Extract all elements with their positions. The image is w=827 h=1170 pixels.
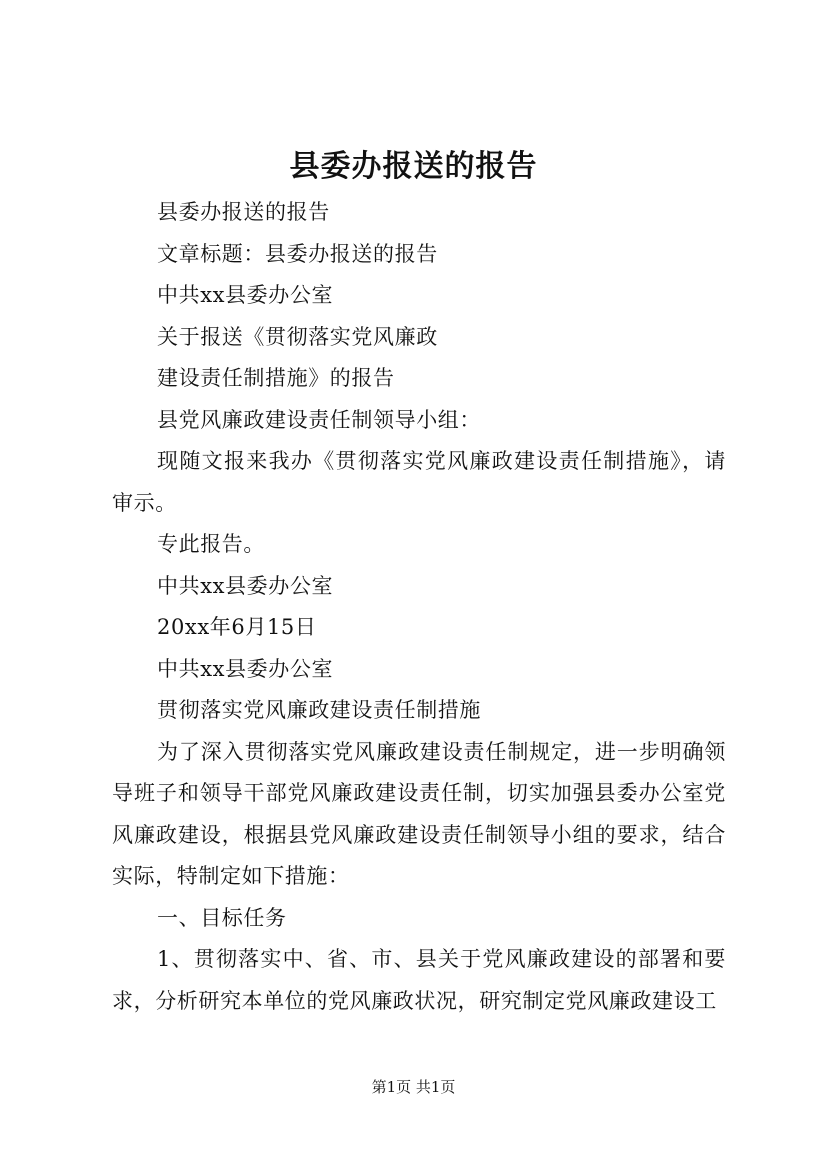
body-paragraph: 为了深入贯彻落实党风廉政建设责任制规定，进一步明确领导班子和领导干部党风廉政建设责任制，切实加强县委办公室党风廉政建设，根据县党风廉政建设责任制领导小组的要求，结合实际，特制定如下措施： (112, 739, 726, 888)
body-paragraph: 贯彻落实党风廉政建设责任制措施 (157, 698, 481, 722)
body-paragraph: 县党风廉政建设责任制领导小组： (157, 407, 481, 432)
body-paragraph: 建设责任制措施》的报告 (157, 366, 395, 390)
body-paragraph: 20xx年6月15日 (157, 615, 317, 639)
body-paragraph: 中共xx县委办公室 (157, 573, 334, 598)
body-paragraph: 县委办报送的报告 (157, 200, 330, 224)
document-title: 县委办报送的报告 (289, 149, 538, 184)
body-paragraph: 中共xx县委办公室 (157, 283, 334, 307)
body-paragraph: 关于报送《贯彻落实党风廉政 (157, 324, 438, 349)
body-paragraph: 一、目标任务 (157, 905, 287, 930)
body-paragraph: 1、贯彻落实中、省、市、县关于党风廉政建设的部署和要求，分析研究本单位的党风廉政状况，研究制定党风廉政建设工 (112, 947, 726, 1013)
body-paragraph: 现随文报来我办《贯彻落实党风廉政建设责任制措施》，请审示。 (112, 449, 726, 515)
document-body (112, 192, 726, 1022)
body-paragraph: 专此报告。 (157, 532, 265, 556)
page-footer: 第1页 共1页 (371, 1078, 456, 1096)
body-paragraph: 中共xx县委办公室 (157, 656, 334, 681)
body-paragraph: 文章标题：县委办报送的报告 (157, 241, 438, 266)
